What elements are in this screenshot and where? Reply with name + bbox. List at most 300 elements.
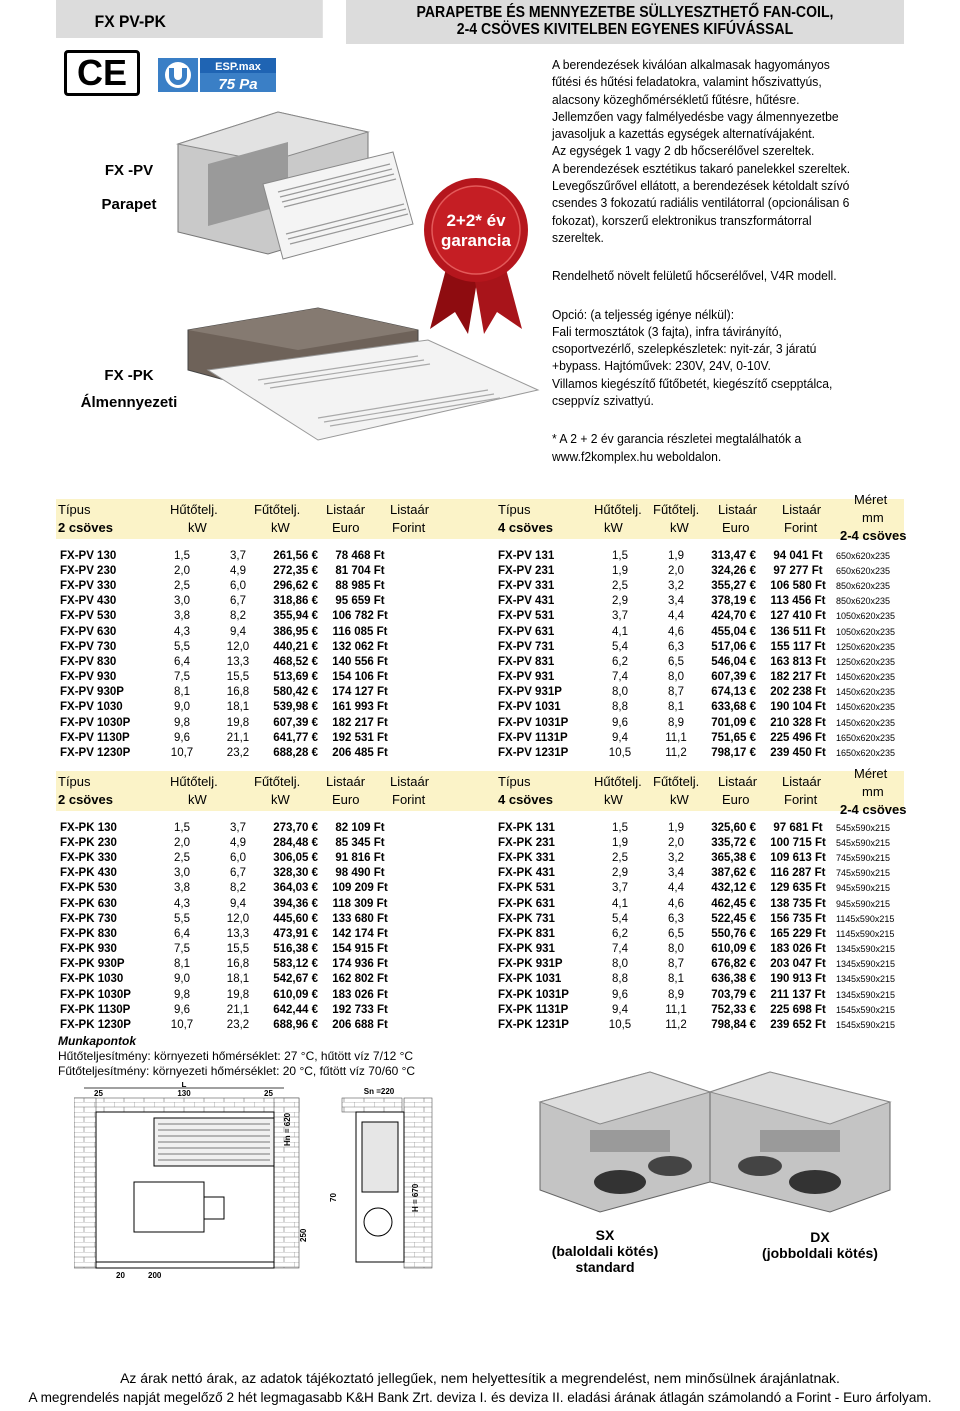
table-cell: FX-PV 331: [498, 579, 555, 592]
table-row: [58, 609, 398, 624]
table-cell: 633,68 €: [711, 701, 756, 714]
table-cell: 650x620x235: [836, 550, 891, 561]
dimension-drawing: [74, 1082, 444, 1282]
notes-title: Munkapontok: [58, 1034, 136, 1048]
table-cell: 318,86 €: [273, 595, 318, 608]
table-cell: 468,52 €: [273, 655, 318, 668]
pv-type-label: Parapet: [101, 196, 157, 213]
table-cell: 9,6: [612, 988, 628, 1001]
table-cell: 306,05 €: [273, 851, 318, 864]
table-cell: 9,4: [612, 1003, 628, 1016]
intro-text: [552, 56, 872, 465]
table-row: [496, 835, 906, 850]
table-row: [58, 548, 398, 563]
table-cell: FX-PK 1131P: [498, 1003, 569, 1016]
table-cell: 583,12 €: [273, 958, 318, 971]
table-cell: 7,4: [612, 943, 628, 956]
table-row: [58, 926, 398, 941]
table-cell: 1345x590x215: [836, 944, 896, 955]
table-cell: 365,38 €: [711, 851, 756, 864]
table-cell: 4,4: [668, 882, 684, 895]
table-cell: FX-PK 430: [60, 867, 117, 880]
pv-model-label: FX -PV: [104, 162, 154, 179]
table-cell: 3,4: [668, 867, 684, 880]
table-cell: 424,70 €: [711, 610, 756, 623]
table-cell: 355,94 €: [273, 610, 318, 623]
table-row: [58, 942, 398, 957]
table-cell: 445,60 €: [273, 912, 318, 925]
table-cell: FX-PV 1130P: [60, 731, 130, 744]
table-cell: 116 287 Ft: [770, 867, 826, 880]
guarantee-line: www.f2komplex.hu weboldalon.: [552, 448, 722, 464]
table-cell: 8,1: [174, 958, 190, 971]
table-row: [58, 987, 398, 1002]
pv-4pipe-table: [496, 548, 906, 761]
table-cell: 95 659 Ft: [335, 595, 385, 608]
table-cell: 9,0: [174, 701, 190, 714]
esp-badge: [158, 58, 276, 92]
table-cell: FX-PK 431: [498, 867, 555, 880]
table-cell: 94 041 Ft: [773, 549, 823, 562]
table-row: [496, 624, 906, 639]
table-row: [58, 745, 398, 760]
table-cell: 127 410 Ft: [770, 610, 826, 623]
table-cell: 324,26 €: [711, 564, 756, 577]
pk-4pipe-table: [496, 820, 906, 1033]
table-row: [496, 972, 906, 987]
table-cell: 97 277 Ft: [773, 564, 823, 577]
table-cell: 23,2: [226, 1019, 250, 1032]
ribbon-line-1: 2+2* év: [446, 211, 506, 230]
intro-line: javasoljuk a kazettás egységek alternatívájaként.: [552, 126, 816, 142]
table-cell: FX-PV 831: [498, 655, 555, 668]
table-cell: 5,5: [174, 640, 190, 653]
table-cell: 284,48 €: [273, 836, 318, 849]
table-cell: 545x590x215: [836, 837, 891, 848]
table-cell: 440,21 €: [273, 640, 318, 653]
table-cell: FX-PV 631: [498, 625, 555, 638]
table-cell: 9,0: [174, 973, 190, 986]
table-cell: 165 229 Ft: [770, 927, 826, 940]
table-cell: 1450x620x235: [836, 717, 896, 728]
table-row: [58, 700, 398, 715]
table-cell: 133 680 Ft: [332, 912, 388, 925]
intro-line: csendes 3 fokozatú radiális ventilátorral (opcionálisan 6: [552, 195, 850, 211]
svg-text:250: 250: [299, 1228, 308, 1242]
table-row: [496, 926, 906, 941]
table-cell: 9,6: [174, 731, 190, 744]
v4r-line: Rendelhető növelt felületű hőcserélővel, V4R modell.: [552, 268, 837, 284]
table-cell: 1145x590x215: [836, 928, 895, 939]
table-row: [496, 866, 906, 881]
table-cell: FX-PV 830: [60, 655, 117, 668]
table-row: [496, 1017, 906, 1032]
table-cell: 203 047 Ft: [770, 958, 826, 971]
table-cell: 12,0: [226, 912, 250, 925]
table-cell: FX-PV 630: [60, 625, 117, 638]
table-cell: FX-PK 1031P: [498, 988, 569, 1001]
notes-heating: Fűtőteljesítmény: környezeti hőmérséklet: 20 °C, fűtött víz 70/60 °C: [58, 1064, 416, 1078]
table-cell: 6,7: [230, 867, 246, 880]
table-cell: 3,8: [174, 610, 190, 623]
table-row: [58, 896, 398, 911]
table-cell: 211 137 Ft: [770, 988, 826, 1001]
product-code-header: FX PV-PK: [56, 0, 323, 38]
table-cell: FX-PK 1231P: [498, 1019, 569, 1032]
intro-line: alacsony közeghőmérsékletű fűtésre, hűtésre.: [552, 91, 800, 107]
option-line: csoportvezérlő, szelepkészletek: nyit-zár, 3 járatú: [552, 341, 817, 357]
table-cell: FX-PV 231: [498, 564, 555, 577]
table-cell: 82 109 Ft: [335, 821, 385, 834]
table-cell: 8,7: [668, 686, 684, 699]
table-cell: 174 936 Ft: [332, 958, 388, 971]
table-cell: 162 802 Ft: [332, 973, 388, 986]
table-cell: 386,95 €: [273, 625, 318, 638]
dx-caption: DX (jobboldali kötés): [762, 1229, 878, 1261]
table-cell: FX-PV 531: [498, 610, 555, 623]
table-cell: 138 735 Ft: [770, 897, 826, 910]
table-cell: 3,4: [668, 595, 684, 608]
table-cell: 335,72 €: [711, 836, 756, 849]
table-cell: 580,42 €: [273, 686, 318, 699]
table-cell: 85 345 Ft: [335, 836, 385, 849]
table-cell: 4,1: [612, 625, 628, 638]
table-cell: 225 698 Ft: [770, 1003, 826, 1016]
table-row: [496, 578, 906, 593]
table-cell: 9,8: [174, 988, 190, 1001]
table-cell: 2,9: [612, 867, 628, 880]
table-cell: 155 117 Ft: [770, 640, 826, 653]
table-cell: 3,8: [174, 882, 190, 895]
table-cell: 161 993 Ft: [332, 701, 388, 714]
table-cell: 109 209 Ft: [332, 882, 388, 895]
table-cell: 8,1: [668, 701, 684, 714]
table-cell: 3,7: [612, 882, 628, 895]
table-row: [496, 820, 906, 835]
table-cell: 394,36 €: [273, 897, 318, 910]
table-cell: 156 735 Ft: [770, 912, 826, 925]
intro-line: szereltek.: [552, 229, 604, 245]
table-cell: 154 915 Ft: [332, 943, 388, 956]
table-cell: 455,04 €: [711, 625, 756, 638]
table-cell: 1,9: [668, 821, 684, 834]
table-cell: 1145x590x215: [836, 913, 895, 924]
table-cell: 239 652 Ft: [770, 1019, 826, 1032]
table-row: [496, 670, 906, 685]
pk-model-label: FX -PK: [104, 367, 154, 384]
option-line: cseppvíz szivattyú.: [552, 393, 654, 409]
table-row: [496, 896, 906, 911]
table-cell: 97 681 Ft: [773, 821, 823, 834]
table-row: [58, 670, 398, 685]
table-cell: 273,70 €: [273, 821, 318, 834]
table-cell: 9,6: [174, 1003, 190, 1016]
table-row: [58, 685, 398, 700]
table-cell: 5,5: [174, 912, 190, 925]
table-cell: 261,56 €: [273, 549, 318, 562]
table-cell: 9,6: [612, 716, 628, 729]
table-cell: FX-PV 1230P: [60, 747, 131, 760]
table-cell: 8,8: [612, 973, 628, 986]
table-cell: 4,6: [668, 897, 684, 910]
table-cell: 2,5: [612, 851, 628, 864]
table-cell: 703,79 €: [711, 988, 756, 1001]
table-cell: 473,91 €: [273, 927, 318, 940]
table-cell: 513,69 €: [273, 671, 318, 684]
table-cell: 3,2: [668, 579, 684, 592]
table-cell: 206 485 Ft: [332, 747, 388, 760]
table-cell: 607,39 €: [711, 671, 756, 684]
table-cell: 6,0: [230, 851, 246, 864]
table-cell: 4,3: [174, 625, 190, 638]
table-cell: 6,3: [668, 640, 684, 653]
table-row: [58, 1002, 398, 1017]
table-cell: 6,4: [174, 927, 190, 940]
table-cell: 676,82 €: [711, 958, 756, 971]
table-cell: 6,5: [668, 927, 684, 940]
table-cell: FX-PK 131: [498, 821, 555, 834]
table-cell: 3,7: [230, 821, 246, 834]
table-row: [58, 911, 398, 926]
svg-text:20: 20: [116, 1271, 125, 1280]
table-cell: 11,1: [665, 1003, 687, 1016]
table-cell: 21,1: [226, 731, 250, 744]
table-cell: 206 688 Ft: [332, 1019, 388, 1032]
table-cell: 8,9: [668, 988, 684, 1001]
table-cell: 2,5: [174, 579, 190, 592]
title-line-1: PARAPETBE ÉS MENNYEZETBE SÜLLYESZTHETŐ FAN-COIL,: [416, 4, 834, 21]
footer-line-1: Az árak nettó árak, az adatok tájékoztató jellegűek, nem helyettesítik a megrendelést, nem minősülnek árajánlatnak.: [120, 1370, 840, 1386]
table-cell: FX-PK 531: [498, 882, 555, 895]
table-cell: 4,9: [230, 836, 246, 849]
table-cell: 8,0: [612, 686, 628, 699]
table-cell: 1,9: [612, 836, 628, 849]
table-cell: 8,1: [174, 686, 190, 699]
table-row: [58, 730, 398, 745]
table-cell: 688,28 €: [273, 747, 318, 760]
table-cell: 154 106 Ft: [332, 671, 388, 684]
table-cell: 10,5: [608, 747, 632, 760]
svg-text:Sn =220: Sn =220: [363, 1087, 395, 1096]
table-cell: 225 496 Ft: [770, 731, 826, 744]
pv-unit-illustration: [168, 104, 418, 284]
table-cell: 272,35 €: [273, 564, 318, 577]
table-cell: 516,38 €: [273, 943, 318, 956]
table-row: [496, 1002, 906, 1017]
table-cell: 1450x620x235: [836, 702, 896, 713]
table-cell: 183 026 Ft: [770, 943, 826, 956]
table-row: [496, 609, 906, 624]
table-cell: 1,9: [668, 549, 684, 562]
table-cell: 751,65 €: [711, 731, 756, 744]
table-cell: 23,2: [226, 747, 250, 760]
table-cell: 1050x620x235: [836, 611, 896, 622]
table-cell: 325,60 €: [711, 821, 756, 834]
intro-line: Jellemzően vagy falmélyedésbe vagy álmennyezetbe: [552, 108, 839, 124]
sx-unit-photo: [530, 1062, 720, 1217]
intro-line: A berendezések kiválóan alkalmasak hagyományos: [552, 57, 830, 72]
table-cell: FX-PK 1030P: [60, 988, 131, 1001]
table-cell: 610,09 €: [711, 943, 756, 956]
table-cell: 6,4: [174, 655, 190, 668]
table-cell: FX-PK 1130P: [60, 1003, 131, 1016]
option-line: Fali termosztátok (3 fajta), infra távirányító,: [552, 323, 782, 339]
table-cell: 118 309 Ft: [332, 897, 388, 910]
table-row: [496, 700, 906, 715]
table-cell: FX-PK 230: [60, 836, 117, 849]
table-cell: 7,5: [174, 671, 190, 684]
table-row: [496, 654, 906, 669]
table-cell: 2,0: [668, 836, 684, 849]
intro-line: fűtési és hűtési feladatokra, valamint hőszivattyús,: [552, 74, 822, 90]
table-cell: 517,06 €: [711, 640, 756, 653]
table-cell: FX-PK 931: [498, 943, 555, 956]
svg-text:25: 25: [94, 1089, 103, 1098]
table-cell: 1,5: [612, 821, 628, 834]
ce-logo: CE: [64, 50, 140, 96]
table-cell: 78 468 Ft: [335, 549, 385, 562]
table-cell: 210 328 Ft: [770, 716, 826, 729]
svg-text:200: 200: [148, 1271, 162, 1280]
table-cell: 3,0: [174, 867, 190, 880]
table-cell: FX-PV 931: [498, 671, 555, 684]
table-cell: 6,5: [668, 655, 684, 668]
table-row: [496, 942, 906, 957]
table-cell: FX-PV 1030P: [60, 716, 131, 729]
table-cell: 8,8: [612, 701, 628, 714]
table-cell: 4,3: [174, 897, 190, 910]
table-cell: FX-PV 431: [498, 595, 555, 608]
table-cell: 4,6: [668, 625, 684, 638]
table-cell: FX-PK 231: [498, 836, 555, 849]
svg-text:H = 670: H = 670: [411, 1183, 420, 1212]
table-cell: 850x620x235: [836, 596, 891, 607]
table-cell: 378,19 €: [711, 595, 756, 608]
table-cell: FX-PK 1031: [498, 973, 562, 986]
table-cell: 328,30 €: [273, 867, 318, 880]
table-cell: 81 704 Ft: [335, 564, 385, 577]
table-cell: FX-PV 330: [60, 579, 117, 592]
table-row: [496, 548, 906, 563]
table-cell: FX-PK 630: [60, 897, 117, 910]
table-cell: 106 580 Ft: [770, 579, 826, 592]
table-cell: 3,0: [174, 595, 190, 608]
table-cell: 8,9: [668, 716, 684, 729]
table-cell: FX-PK 831: [498, 927, 555, 940]
table-cell: FX-PK 1230P: [60, 1019, 131, 1032]
table-cell: FX-PK 331: [498, 851, 555, 864]
table-cell: 7,5: [174, 943, 190, 956]
table-cell: 19,8: [226, 716, 250, 729]
table-cell: 650x620x235: [836, 565, 891, 576]
table-cell: 113 456 Ft: [770, 595, 826, 608]
table-row: [58, 835, 398, 850]
table-cell: 6,2: [612, 927, 628, 940]
intro-line: Az egységek 1 vagy 2 db hőcserélővel szereltek.: [552, 143, 815, 159]
table-cell: 13,3: [226, 655, 250, 668]
table-cell: 116 085 Ft: [332, 625, 388, 638]
table-cell: 387,62 €: [711, 867, 756, 880]
table-cell: 12,0: [226, 640, 250, 653]
table-cell: 850x620x235: [836, 580, 891, 591]
option-line: Opció: (a teljesség igénye nélkül):: [552, 306, 735, 322]
notes-cooling: Hűtőteljesítmény: környezeti hőmérséklet: 27 °C, hűtött víz 7/12 °C: [58, 1049, 414, 1063]
table-cell: 2,5: [174, 851, 190, 864]
table-cell: 642,44 €: [273, 1003, 318, 1016]
table-row: [496, 685, 906, 700]
svg-text:25: 25: [264, 1089, 273, 1098]
table-cell: 8,0: [668, 943, 684, 956]
table-cell: 129 635 Ft: [770, 882, 826, 895]
table-row: [496, 715, 906, 730]
title-line-2: 2-4 CSÖVES KIVITELBEN EGYENES KIFÚVÁSSAL: [456, 21, 794, 38]
pk-2pipe-table: [58, 820, 398, 1033]
table-cell: 2,0: [174, 564, 190, 577]
table-cell: 88 985 Ft: [335, 579, 385, 592]
table-cell: 6,7: [230, 595, 246, 608]
table-row: [496, 594, 906, 609]
table-cell: 8,2: [230, 610, 246, 623]
table-cell: 11,2: [665, 1019, 687, 1032]
table-cell: 610,09 €: [273, 988, 318, 1001]
table-cell: 4,1: [612, 897, 628, 910]
table-cell: 182 217 Ft: [332, 716, 388, 729]
document-title: [346, 0, 904, 44]
table-cell: 18,1: [226, 701, 250, 714]
table-cell: FX-PK 631: [498, 897, 555, 910]
intro-line: fokozat), korszerű elektronikus transzformátorral: [552, 212, 812, 228]
table-cell: 2,0: [174, 836, 190, 849]
ribbon-line-2: garancia: [441, 231, 511, 250]
table-cell: FX-PV 931P: [498, 686, 562, 699]
table-cell: 1,5: [612, 549, 628, 562]
table-cell: 3,2: [668, 851, 684, 864]
table-cell: FX-PK 830: [60, 927, 117, 940]
table-cell: 16,8: [226, 686, 250, 699]
table-cell: 136 511 Ft: [770, 625, 826, 638]
table-cell: 364,03 €: [273, 882, 318, 895]
table-cell: 545x590x215: [836, 822, 891, 833]
svg-text:Hn = 620: Hn = 620: [283, 1112, 292, 1146]
table-cell: FX-PV 131: [498, 549, 555, 562]
intro-line: Levegőszűrővel ellátott, a berendezések kétoldalt szívó: [552, 178, 850, 194]
guarantee-line: * A 2 + 2 év garancia részletei megtalálhatók a: [552, 431, 802, 447]
table-row: [58, 563, 398, 578]
table-cell: FX-PV 530: [60, 610, 117, 623]
table-cell: 1650x620x235: [836, 732, 896, 743]
table-cell: 109 613 Ft: [770, 851, 826, 864]
esp-bottom-label: 75 Pa: [218, 76, 258, 92]
table-cell: 192 733 Ft: [332, 1003, 388, 1016]
table-row: [58, 578, 398, 593]
table-cell: FX-PK 931P: [498, 958, 563, 971]
table-cell: 296,62 €: [273, 579, 318, 592]
table-cell: 9,4: [230, 625, 246, 638]
table-row: [496, 987, 906, 1002]
table-cell: 13,3: [226, 927, 250, 940]
table-row: [58, 972, 398, 987]
table-cell: FX-PK 1030: [60, 973, 124, 986]
table-cell: FX-PK 130: [60, 821, 117, 834]
table-cell: 1345x590x215: [836, 974, 896, 985]
table-cell: 1345x590x215: [836, 959, 896, 970]
table-cell: 11,1: [665, 731, 687, 744]
table-row: [58, 850, 398, 865]
table-cell: 2,5: [612, 579, 628, 592]
table-cell: 6,0: [230, 579, 246, 592]
table-cell: FX-PK 530: [60, 882, 117, 895]
table-cell: 313,47 €: [711, 549, 756, 562]
